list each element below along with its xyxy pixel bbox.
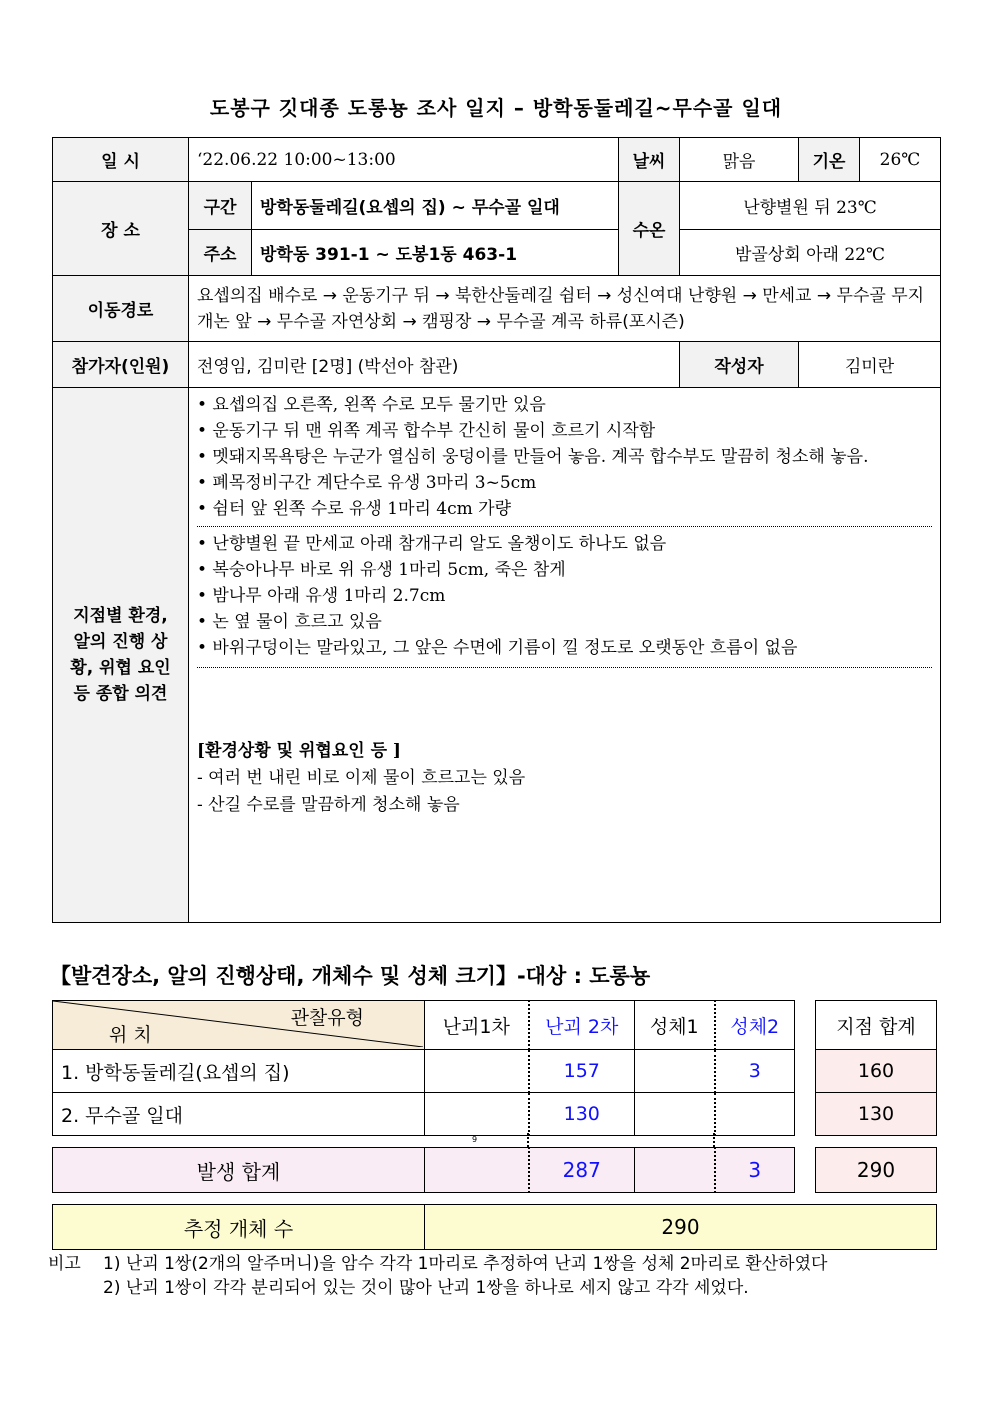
env-line: • 복숭아나무 바로 위 유생 1마리 5cm, 죽은 참게 bbox=[197, 560, 566, 580]
env-line: [환경상황 및 위협요인 등 ] bbox=[197, 741, 401, 761]
env-label: 지점별 환경, 알의 진행 상황, 위협 요인 등 종합 의견 bbox=[53, 388, 189, 923]
writer-value: 김미란 bbox=[799, 342, 941, 388]
section-label: 구간 bbox=[189, 182, 252, 230]
estimate-label: 추정 개체 수 bbox=[53, 1205, 425, 1250]
row2-egg2: 130 bbox=[529, 1093, 635, 1136]
address-value: 방학동 391-1 ~ 도봉1동 463-1 bbox=[252, 230, 619, 276]
estimate-value: 290 bbox=[425, 1205, 937, 1250]
route-label: 이동경로 bbox=[53, 276, 189, 342]
env-line: • 밤나무 아래 유생 1마리 2.7cm bbox=[197, 586, 446, 606]
sum-adult2: 3 bbox=[715, 1148, 795, 1193]
env-line: • 멧돼지목욕탕은 누군가 열심히 웅덩이를 만들어 놓음. 계곡 합수부도 말끔히 청소해 놓음. bbox=[197, 447, 869, 467]
weather-value: 맑음 bbox=[680, 138, 799, 182]
row2-location: 2. 무수골 일대 bbox=[53, 1093, 425, 1136]
notes bbox=[48, 1252, 827, 1300]
route-value: 요셉의집 배수로 → 운동기구 뒤 → 북한산둘레길 쉼터 → 성신여대 난향원 → 만세교 → 무수골 무지개논 앞 → 무수골 자연상회 → 캠핑장 → 무수골 계곡 하류(포시즌) bbox=[189, 276, 941, 342]
row2-egg1 bbox=[425, 1093, 529, 1136]
diag-bottom-label: 위 치 bbox=[109, 1024, 152, 1046]
env-block-2 bbox=[197, 527, 932, 668]
header-egg1: 난괴1차 bbox=[425, 1001, 529, 1050]
row1-location: 1. 방학동둘레길(요셉의 집) bbox=[53, 1050, 425, 1093]
env-line: • 폐목정비구간 계단수로 유생 3마리 3~5cm bbox=[197, 473, 537, 493]
sum-egg1 bbox=[425, 1148, 529, 1193]
row2-total: 130 bbox=[816, 1093, 937, 1136]
dotted-divider bbox=[527, 1133, 529, 1147]
sum-adult1 bbox=[635, 1148, 715, 1193]
env-line: - 산길 수로를 말끔하게 청소해 놓음 bbox=[197, 795, 460, 815]
observation-table bbox=[52, 1000, 795, 1136]
date-label: 일 시 bbox=[53, 138, 189, 182]
env-line: • 쉼터 앞 왼쪽 수로 유생 1마리 4cm 가량 bbox=[197, 499, 512, 519]
participants-value: 전영임, 김미란 [2명] (박선아 참관) bbox=[189, 342, 680, 388]
date-value: ‘22.06.22 10:00~13:00 bbox=[189, 138, 619, 182]
env-line: • 바위구덩이는 말라있고, 그 앞은 수면에 기름이 낄 정도로 오랫동안 흐름이 없음 bbox=[197, 638, 798, 658]
diag-top-label: 관찰유형 bbox=[290, 1007, 364, 1029]
sum-label: 발생 합계 bbox=[53, 1148, 425, 1193]
sum-total-table bbox=[815, 1147, 937, 1193]
note-1: 1) 난괴 1쌍(2개의 알주머니)을 암수 각각 1마리로 추정하여 난괴 1쌍을 성체 2마리로 환산하였다 bbox=[103, 1254, 828, 1274]
diagonal-header-cell bbox=[53, 1001, 425, 1050]
section-title: 【발견장소, 알의 진행상태, 개체수 및 성체 크기】-대상 : 도롱뇽 bbox=[50, 964, 651, 988]
sum-table bbox=[52, 1147, 795, 1193]
survey-info-table bbox=[52, 137, 941, 923]
row1-egg1 bbox=[425, 1050, 529, 1093]
notes-label: 비고 bbox=[48, 1254, 81, 1274]
temp-value: 26℃ bbox=[860, 138, 941, 182]
header-adult2: 성체2 bbox=[715, 1001, 795, 1050]
total-header: 지점 합계 bbox=[816, 1001, 937, 1050]
temp-label: 기온 bbox=[799, 138, 860, 182]
weather-label: 날씨 bbox=[619, 138, 680, 182]
env-opinions bbox=[189, 388, 941, 923]
note-2: 2) 난괴 1쌍이 각각 분리되어 있는 것이 많아 난괴 1쌍을 하나로 세지 않고 각각 세었다. bbox=[103, 1278, 749, 1298]
row1-adult1 bbox=[635, 1050, 715, 1093]
writer-label: 작성자 bbox=[680, 342, 799, 388]
dotted-divider bbox=[713, 1133, 715, 1147]
page-title: 도봉구 깃대종 도롱뇽 조사 일지 – 방학동둘레길~무수골 일대 bbox=[209, 96, 783, 120]
row1-egg2: 157 bbox=[529, 1050, 635, 1093]
estimate-table bbox=[52, 1204, 937, 1250]
row2-adult1 bbox=[635, 1093, 715, 1136]
env-line: • 운동기구 뒤 맨 위쪽 계곡 합수부 간신히 물이 흐르기 시작함 bbox=[197, 421, 656, 441]
participants-label: 참가자(인원) bbox=[53, 342, 189, 388]
header-adult1: 성체1 bbox=[635, 1001, 715, 1050]
water-temp-label: 수온 bbox=[619, 182, 680, 276]
env-block-3 bbox=[197, 668, 932, 819]
place-label: 장 소 bbox=[53, 182, 189, 276]
env-line: • 난향별원 끝 만세교 아래 참개구리 알도 올챙이도 하나도 없음 bbox=[197, 534, 667, 554]
header-egg2: 난괴 2차 bbox=[529, 1001, 635, 1050]
section-value: 방학동둘레길(요셉의 집) ~ 무수골 일대 bbox=[252, 182, 619, 230]
env-line: • 요셉의집 오른쪽, 왼쪽 수로 모두 물기만 있음 bbox=[197, 395, 546, 415]
env-line: • 논 옆 물이 흐르고 있음 bbox=[197, 612, 382, 632]
water-temp-value-2: 밤골상회 아래 22℃ bbox=[680, 230, 941, 276]
location-total-table bbox=[815, 1000, 937, 1136]
env-block-1 bbox=[197, 392, 932, 527]
row2-adult2 bbox=[715, 1093, 795, 1136]
address-label: 주소 bbox=[189, 230, 252, 276]
water-temp-value-1: 난향별원 뒤 23℃ bbox=[680, 182, 941, 230]
tiny-mark: 9 bbox=[472, 1135, 478, 1144]
sum-egg2: 287 bbox=[529, 1148, 635, 1193]
row1-total: 160 bbox=[816, 1050, 937, 1093]
sum-total: 290 bbox=[816, 1148, 937, 1193]
row1-adult2: 3 bbox=[715, 1050, 795, 1093]
env-line: - 여러 번 내린 비로 이제 물이 흐르고는 있음 bbox=[197, 768, 526, 788]
